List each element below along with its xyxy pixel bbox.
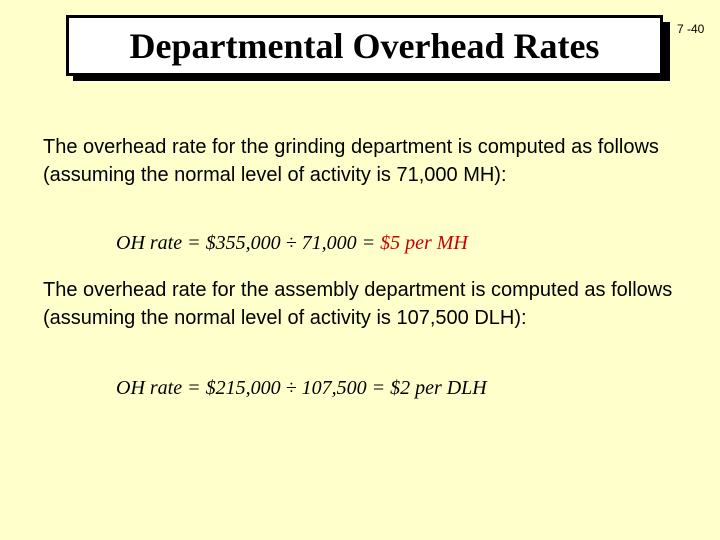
slide-number: 7 -40	[677, 22, 705, 36]
title-box	[66, 15, 663, 76]
grinding-formula-result: $5 per MH	[380, 232, 468, 254]
grinding-formula	[116, 232, 468, 255]
grinding-formula-expression: OH rate = $355,000 ÷ 71,000 =	[116, 232, 381, 254]
assembly-formula-expression: OH rate = $215,000 ÷ 107,500 =	[116, 377, 391, 399]
assembly-formula	[116, 377, 487, 400]
assembly-formula-result: $2 per DLH	[390, 377, 487, 399]
grinding-paragraph: The overhead rate for the grinding department is computed as follows (assuming the normal level of activity is 71,000 MH):	[43, 136, 659, 186]
assembly-paragraph: The overhead rate for the assembly department is computed as follows (assuming the normal level of activity is 107,500 DLH):	[43, 279, 673, 329]
slide-title: Departmental Overhead Rates	[129, 25, 600, 66]
